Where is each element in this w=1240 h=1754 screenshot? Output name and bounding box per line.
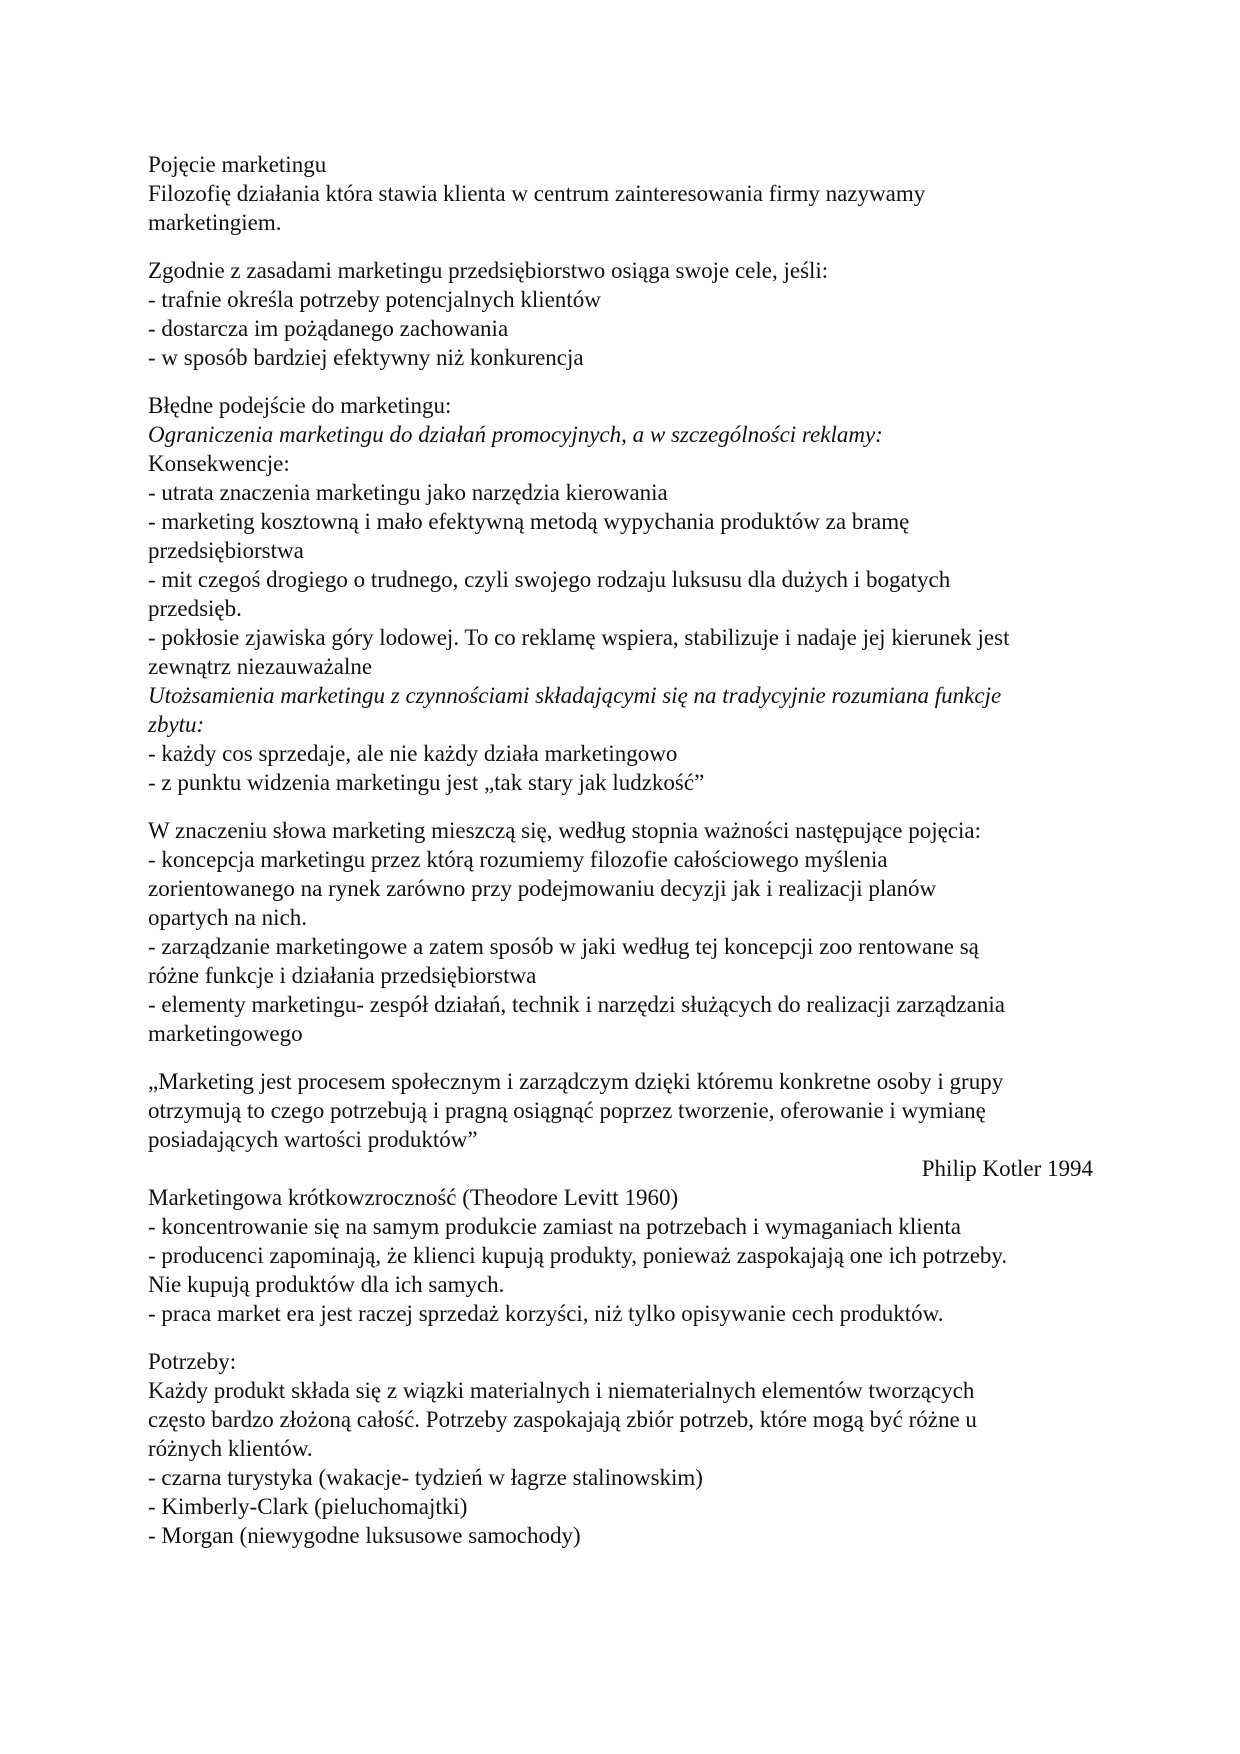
section-heading: Marketingowa krótkowzroczność (Theodore Levitt 1960) (148, 1185, 679, 1210)
list-item-continuation: marketingowego (148, 1021, 303, 1046)
list-item: - Kimberly-Clark (pieluchomajtki) (148, 1494, 468, 1519)
list-item: - Morgan (niewygodne luksusowe samochody) (148, 1523, 581, 1548)
list-item: - praca market era jest raczej sprzedaż korzyści, niż tylko opisywanie cech produktów. (148, 1301, 944, 1326)
list-item: - w sposób bardziej efektywny niż konkurencja (148, 345, 584, 370)
list-item-continuation: zorientowanego na rynek zarówno przy podejmowaniu decyzji jak i realizacji planów (148, 876, 937, 901)
list-item: - koncepcja marketingu przez którą rozumiemy filozofie całościowego myślenia (148, 847, 888, 872)
heading-marketing-concept: Pojęcie marketingu (148, 152, 327, 177)
list-item: - trafnie określa potrzeby potencjalnych klientów (148, 287, 601, 312)
document-body (148, 150, 1093, 1550)
quote-line: posiadających wartości produktów” (148, 1127, 478, 1152)
list-item: - koncentrowanie się na samym produkcie zamiast na potrzebach i wymaganiach klienta (148, 1214, 961, 1239)
list-item-continuation: opartych na nich. (148, 905, 308, 930)
section-heading: Błędne podejście do marketingu: (148, 393, 452, 418)
list-item: - pokłosie zjawiska góry lodowej. To co reklamę wspiera, stabilizuje i nadaje jej kierunek jest (148, 625, 1010, 650)
list-item: - marketing kosztowną i mało efektywną metodą wypychania produktów za bramę (148, 509, 910, 534)
list-item: - dostarcza im pożądanego zachowania (148, 316, 509, 341)
quote-attribution: Philip Kotler 1994 (921, 1156, 1093, 1181)
italic-subheading-continuation: zbytu: (148, 712, 205, 737)
paragraph-gap (148, 1328, 1093, 1347)
definition-line: marketingiem. (148, 210, 282, 235)
paragraph-line: Każdy produkt składa się z wiązki materialnych i niematerialnych elementów tworzących (148, 1378, 975, 1403)
paragraph-gap (148, 1048, 1093, 1067)
list-item-continuation: różne funkcje i działania przedsiębiorstwa (148, 963, 537, 988)
list-item-continuation: zewnątrz niezauważalne (148, 654, 373, 679)
list-item: - z punktu widzenia marketingu jest „tak stary jak ludzkość” (148, 770, 705, 795)
list-item: - każdy cos sprzedaje, ale nie każdy działa marketingowo (148, 741, 678, 766)
paragraph-line: często bardzo złożoną całość. Potrzeby zaspokajają zbiór potrzeb, które mogą być różne u (148, 1407, 977, 1432)
paragraph-gap (148, 797, 1093, 816)
needs-heading: Potrzeby: (148, 1349, 237, 1374)
paragraph-gap (148, 237, 1093, 256)
quote-line: otrzymują to czego potrzebują i pragną osiągnąć poprzez tworzenie, oferowanie i wymianę (148, 1098, 986, 1123)
list-item: - producenci zapominają, że klienci kupują produkty, ponieważ zaspokajają one ich potrzeby. (148, 1243, 1008, 1268)
list-item: - mit czegoś drogiego o trudnego, czyli swojego rodzaju luksusu dla dużych i bogatych (148, 567, 951, 592)
quote-line: „Marketing jest procesem społecznym i zarządczym dzięki któremu konkretne osoby i grupy (148, 1069, 1004, 1094)
paragraph-gap (148, 372, 1093, 391)
principles-intro: Zgodnie z zasadami marketingu przedsiębiorstwo osiąga swoje cele, jeśli: (148, 258, 829, 283)
paragraph-line: różnych klientów. (148, 1436, 313, 1461)
italic-subheading: Ograniczenia marketingu do działań promocyjnych, a w szczególności reklamy: (148, 422, 883, 447)
list-item: - elementy marketingu- zespół działań, technik i narzędzi służących do realizacji zarządzania (148, 992, 1005, 1017)
consequences-heading: Konsekwencje: (148, 451, 290, 476)
definition-line: Filozofię działania która stawia klienta w centrum zainteresowania firmy nazywamy (148, 181, 926, 206)
meaning-intro: W znaczeniu słowa marketing mieszczą się, według stopnia ważności następujące pojęcia: (148, 818, 981, 843)
italic-subheading: Utożsamienia marketingu z czynnościami składającymi się na tradycyjnie rozumiana funkcje (148, 683, 1002, 708)
list-item-continuation: przedsięb. (148, 596, 242, 621)
list-item: - zarządzanie marketingowe a zatem sposób w jaki według tej koncepcji zoo rentowane są (148, 934, 979, 959)
list-item-continuation: Nie kupują produktów dla ich samych. (148, 1272, 505, 1297)
list-item: - utrata znaczenia marketingu jako narzędzia kierowania (148, 480, 668, 505)
list-item: - czarna turystyka (wakacje- tydzień w łagrze stalinowskim) (148, 1465, 703, 1490)
list-item-continuation: przedsiębiorstwa (148, 538, 304, 563)
